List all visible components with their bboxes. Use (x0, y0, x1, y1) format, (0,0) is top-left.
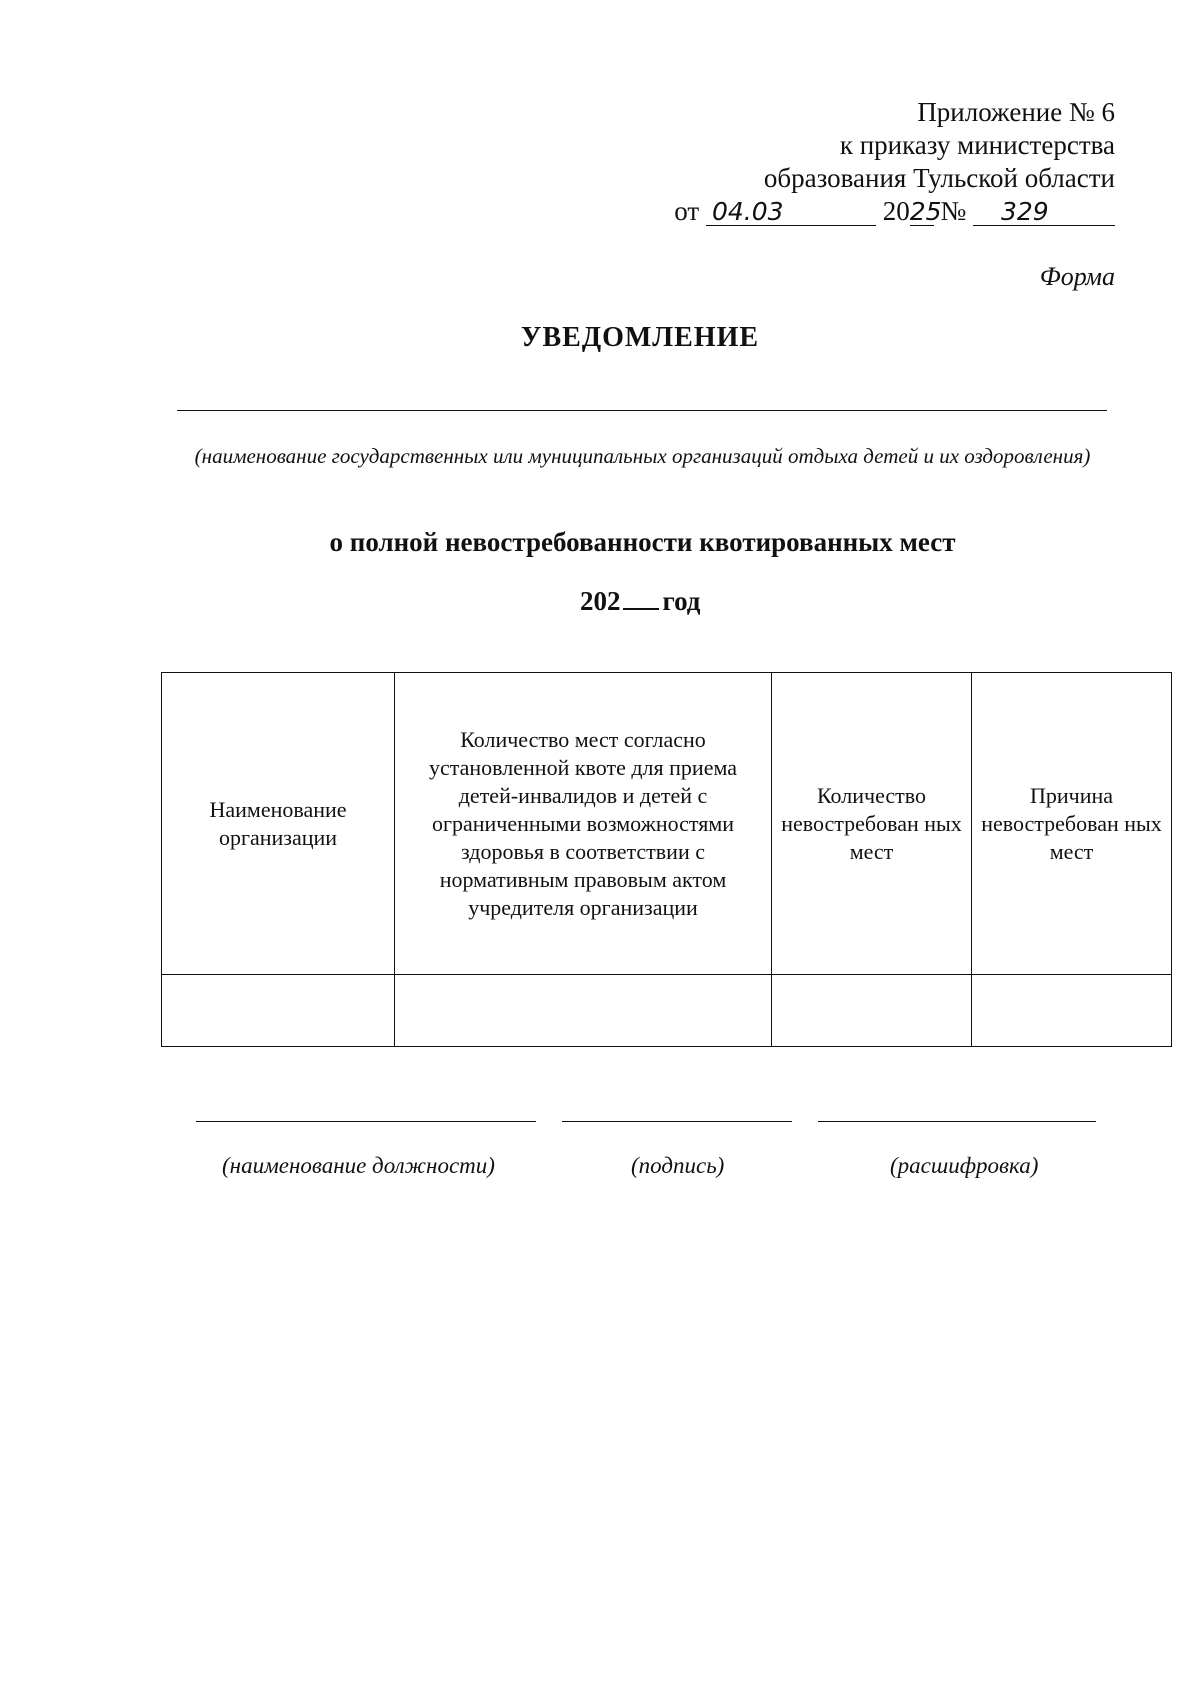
organization-name-blank-line (177, 410, 1107, 411)
header-organization-name: Наименование организации (162, 673, 395, 975)
header-unclaimed-reason: Причина невостребован ных мест (972, 673, 1172, 975)
table-row (162, 975, 1172, 1047)
order-number-handwritten: 329 (973, 199, 1115, 226)
appendix-number: Приложение № 6 (917, 97, 1115, 127)
year-blank (623, 608, 659, 610)
year-prefix: 20 (882, 196, 910, 226)
appendix-header (674, 96, 1115, 228)
document-subtitle: о полной невостребованности квотированных мест (329, 527, 956, 557)
table-cell (162, 975, 395, 1047)
order-year-handwritten: 25 (909, 197, 942, 226)
year-suffix-text: год (662, 586, 701, 616)
header-quota-places: Количество мест согласно установленной квоте для приема детей-инвалидов и детей с ограниченными возможностями здоровья в соответствии с нормативным правовым актом учредителя организации (395, 673, 772, 975)
table-header-row (162, 673, 1172, 975)
table-cell (395, 975, 772, 1047)
order-date-line (674, 195, 1115, 228)
quota-table (161, 672, 1172, 1047)
decode-caption: (расшифровка) (890, 1153, 1039, 1178)
position-caption: (наименование должности) (222, 1153, 495, 1178)
date-prefix: от (674, 196, 700, 226)
table-cell (972, 975, 1172, 1047)
organization-name-caption: (наименование государственных или муниципальных организаций отдыха детей и их оздоровления) (194, 444, 1091, 468)
appendix-ministry-line: образования Тульской области (763, 163, 1115, 193)
document-title: УВЕДОМЛЕНИЕ (520, 322, 760, 353)
year-prefix-text: 202 (580, 586, 621, 616)
signature-caption: (подпись) (631, 1153, 725, 1178)
signature-blank-line (562, 1121, 792, 1122)
order-date-handwritten: 04.03 (706, 199, 876, 226)
form-label: Форма (1039, 262, 1115, 291)
appendix-order-line: к приказу министерства (839, 130, 1115, 160)
table-cell (772, 975, 972, 1047)
header-unclaimed-count: Количество невостребован ных мест (772, 673, 972, 975)
number-sign: № (940, 196, 967, 226)
decode-blank-line (818, 1121, 1096, 1122)
year-line (580, 586, 700, 617)
position-blank-line (196, 1121, 536, 1122)
